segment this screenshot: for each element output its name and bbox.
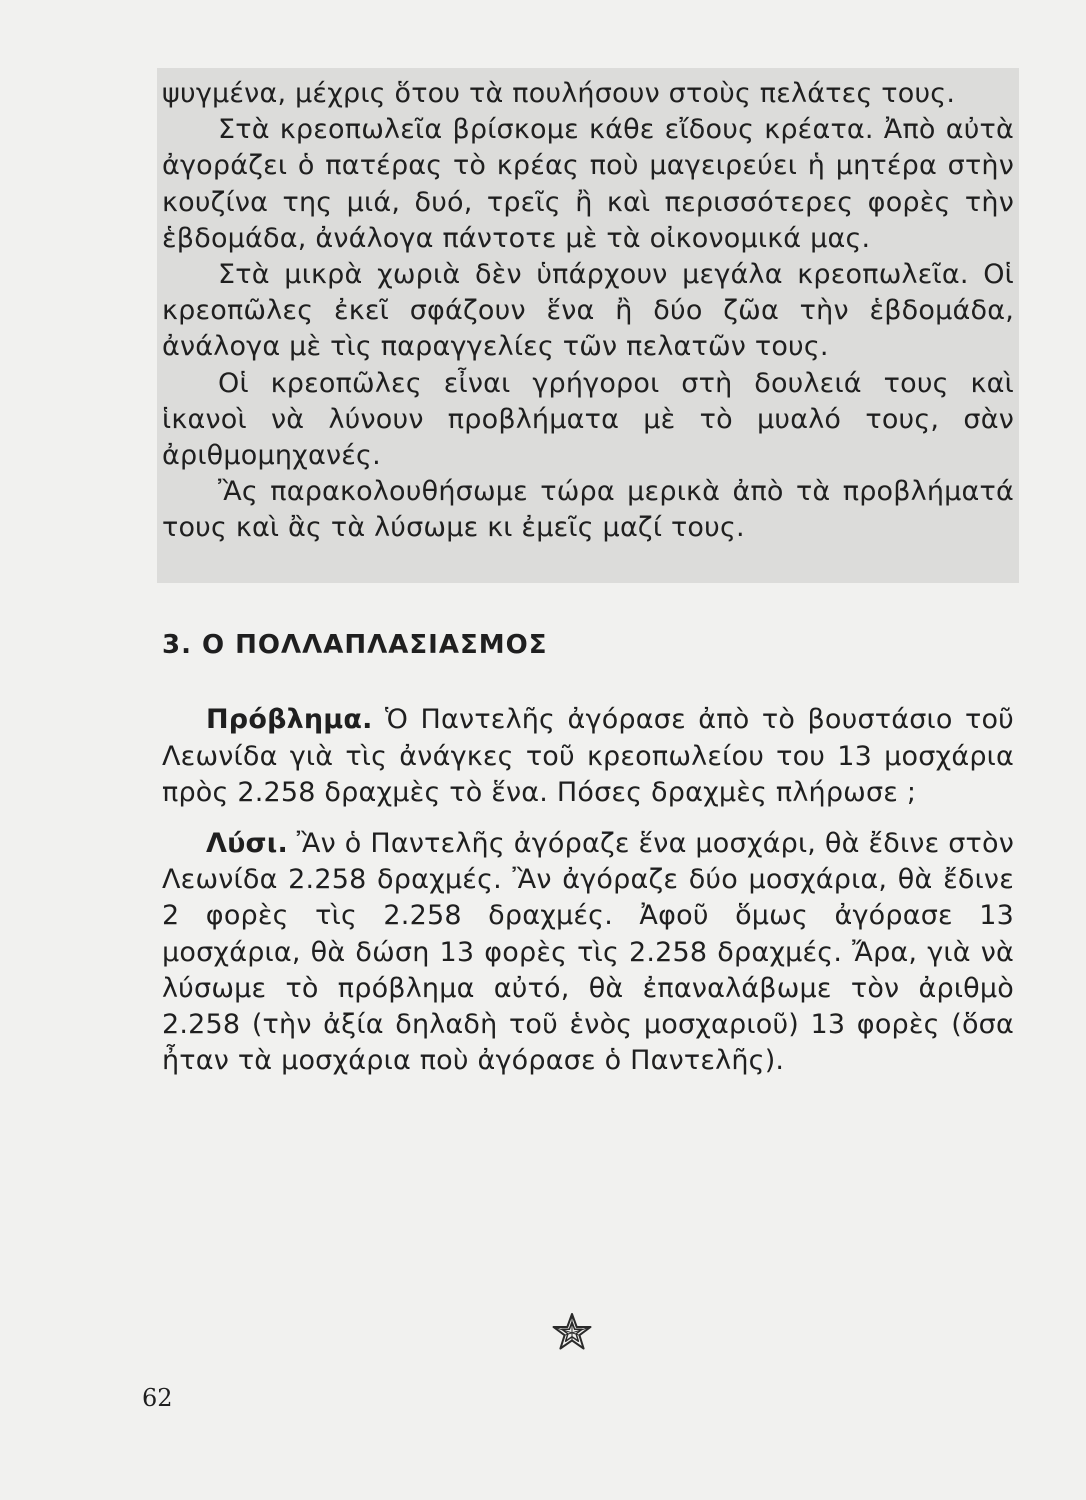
intro-paragraph-5: Ἂς παρακολουθήσωμε τώρα μερικὰ ἀπὸ τὰ προβλήματά τους καὶ ἂς τὰ λύσωμε κι ἐμεῖς μαζί τους.	[162, 476, 1014, 544]
section-heading: 3. Ο ΠΟΛΛΑΠΛΑΣΙΑΣΜΟΣ	[162, 630, 548, 660]
solution-paragraph	[162, 826, 1014, 1079]
intro-paragraph-4: Οἱ κρεοπῶλες εἶναι γρήγοροι στὴ δουλειά τους καὶ ἱκανοὶ νὰ λύνουν προβλήματα μὲ τὸ μυαλό τους, σὰν ἀριθμομηχανές.	[162, 367, 1014, 472]
solution-block	[162, 826, 1014, 1079]
problem-paragraph	[162, 702, 1014, 812]
intro-text-block	[162, 76, 1014, 547]
solution-text: Ἂν ὁ Παντελῆς ἀγόραζε ἕνα μοσχάρι, θὰ ἔδινε στὸν Λεωνίδα 2.258 δραχμές. Ἂν ἀγόραζε δύο μοσχάρια, θὰ ἔδινε 2 φορὲς τὶς 2.258 δραχμές. Ἀφοῦ ὅμως ἀγόρασε 13 μοσχάρια, θὰ δώση 13 φορὲς τὶς 2.258 δραχμές. Ἄρα, γιὰ νὰ λύσωμε τὸ πρόβλημα αὐτό, θὰ ἐπαναλάβωμε τὸν ἀριθμὸ 2.258 (τὴν ἀξία δηλαδὴ τοῦ ἑνὸς μοσχαριοῦ) 13 φορὲς (ὅσα ἦταν τὰ μοσχάρια ποὺ ἀγόρασε ὁ Παντελῆς).	[162, 828, 1014, 1077]
problem-text: Ὁ Παντελῆς ἀγόρασε ἀπὸ τὸ βουστάσιο τοῦ Λεωνίδα γιὰ τὶς ἀνάγκες τοῦ κρεοπωλείου του 13 μοσχάρια πρὸς 2.258 δραχμὲς τὸ ἕνα. Πόσες δραχμὲς πλήρωσε ;	[162, 704, 1014, 808]
problem-block	[162, 702, 1014, 812]
problem-label: Πρόβλημα.	[206, 704, 373, 735]
page-number: 62	[142, 1384, 173, 1412]
intro-paragraph-3: Στὰ μικρὰ χωριὰ δὲν ὑπάρχουν μεγάλα κρεοπωλεῖα. Οἱ κρεοπῶλες ἐκεῖ σφάζουν ἕνα ἢ δύο ζῶα τὴν ἑβδομάδα, ἀνάλογα μὲ τὶς παραγγελίες τῶν πελατῶν τους.	[162, 259, 1014, 363]
star-icon	[552, 1312, 592, 1352]
solution-label: Λύσι.	[206, 828, 288, 859]
intro-paragraph-1: ψυγμένα, μέχρις ὅτου τὰ πουλήσουν στοὺς πελάτες τους.	[162, 78, 956, 109]
intro-paragraph-2: Στὰ κρεοπωλεῖα βρίσκομε κάθε εἴδους κρέατα. Ἀπὸ αὐτὰ ἀγοράζει ὁ πατέρας τὸ κρέας ποὺ μαγειρεύει ἡ μητέρα στὴν κουζίνα της μιά, δυό, τρεῖς ἢ καὶ περισσότερες φορὲς τὴν ἑβδομάδα, ἀνάλογα πάντοτε μὲ τὰ οἰκονομικά μας.	[162, 114, 1014, 254]
